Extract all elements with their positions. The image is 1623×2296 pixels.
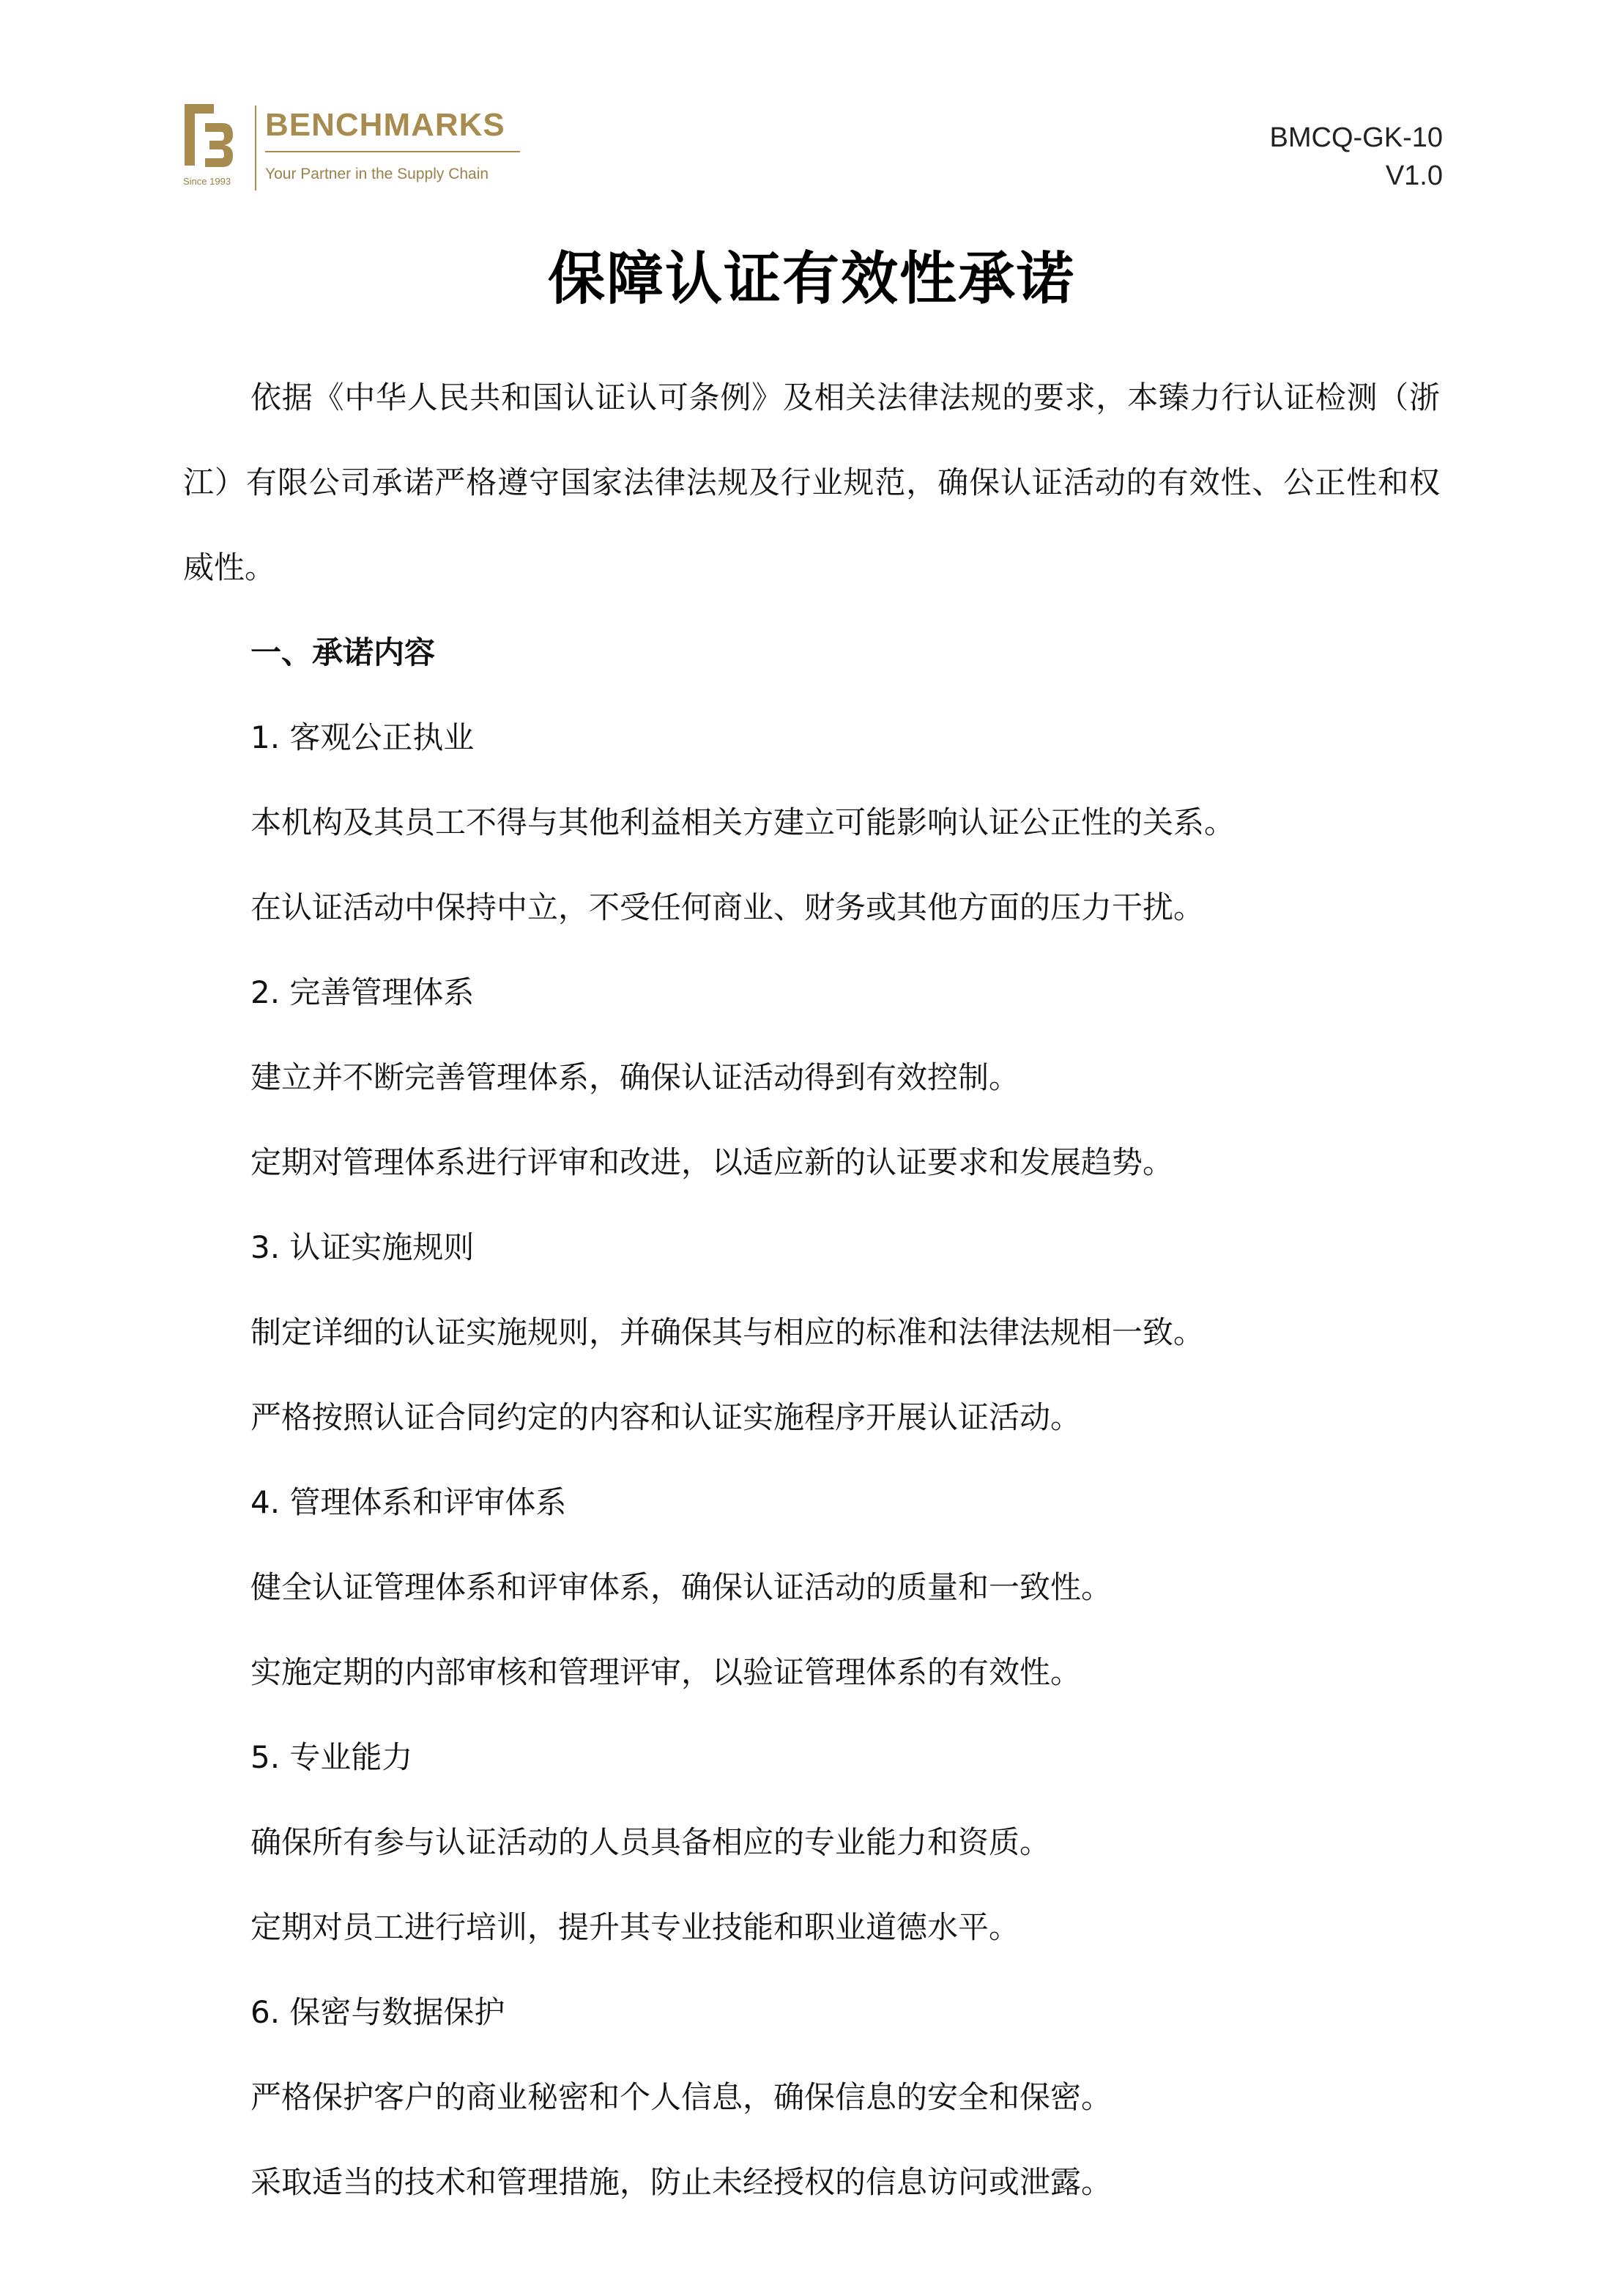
- item-line: 在认证活动中保持中立，不受任何商业、财务或其他方面的压力干扰。: [250, 889, 1205, 925]
- document-body: [183, 355, 1440, 2225]
- logo-brand-name: BENCHMARKS: [265, 107, 505, 143]
- document-version: V1.0: [1385, 160, 1443, 191]
- benchmarks-logo: [183, 101, 520, 193]
- item-heading: 1. 客观公正执业: [250, 719, 475, 755]
- logo-divider: [255, 105, 256, 190]
- document-code: BMCQ-GK-10: [1269, 122, 1443, 153]
- item-heading: 4. 管理体系和评审体系: [250, 1484, 567, 1520]
- logo-rule: [265, 151, 520, 152]
- item-line: 严格保护客户的商业秘密和个人信息，确保信息的安全和保密。: [250, 2079, 1113, 2115]
- item-heading: 3. 认证实施规则: [250, 1229, 475, 1265]
- item-heading: 2. 完善管理体系: [250, 974, 475, 1010]
- item-line: 建立并不断完善管理体系，确保认证活动得到有效控制。: [250, 1059, 1020, 1095]
- logo-tagline: Your Partner in the Supply Chain: [265, 166, 489, 182]
- item-line: 定期对管理体系进行评审和改进，以适应新的认证要求和发展趋势。: [250, 1144, 1174, 1180]
- document-code-block: [1270, 119, 1443, 195]
- item-line: 确保所有参与认证活动的人员具备相应的专业能力和资质。: [250, 1824, 1051, 1860]
- item-line: 健全认证管理体系和评审体系，确保认证活动的质量和一致性。: [250, 1569, 1113, 1605]
- item-line: 严格按照认证合同约定的内容和认证实施程序开展认证活动。: [250, 1399, 1082, 1435]
- page-title: 保障认证有效性承诺: [547, 246, 1075, 312]
- section-heading: 一、承诺内容: [250, 634, 436, 670]
- item-line: 采取适当的技术和管理措施，防止未经授权的信息访问或泄露。: [250, 2164, 1113, 2200]
- benchmarks-logo-mark-icon: [183, 101, 234, 174]
- item-line: 本机构及其员工不得与其他利益相关方建立可能影响认证公正性的关系。: [250, 804, 1236, 840]
- item-line: 实施定期的内部审核和管理评审，以验证管理体系的有效性。: [250, 1654, 1082, 1690]
- intro-paragraph: 依据《中华人民共和国认证认可条例》及相关法律法规的要求，本臻力行认证检测（浙江）有限公司承诺严格遵守国家法律法规及行业规范，确保认证活动的有效性、公正性和权威性。: [183, 379, 1440, 585]
- logo-since-text: Since 1993: [183, 176, 231, 187]
- item-heading: 5. 专业能力: [250, 1739, 413, 1775]
- item-line: 定期对员工进行培训，提升其专业技能和职业道德水平。: [250, 1909, 1020, 1945]
- item-line: 制定详细的认证实施规则，并确保其与相应的标准和法律法规相一致。: [250, 1314, 1205, 1350]
- item-heading: 6. 保密与数据保护: [250, 1994, 505, 2030]
